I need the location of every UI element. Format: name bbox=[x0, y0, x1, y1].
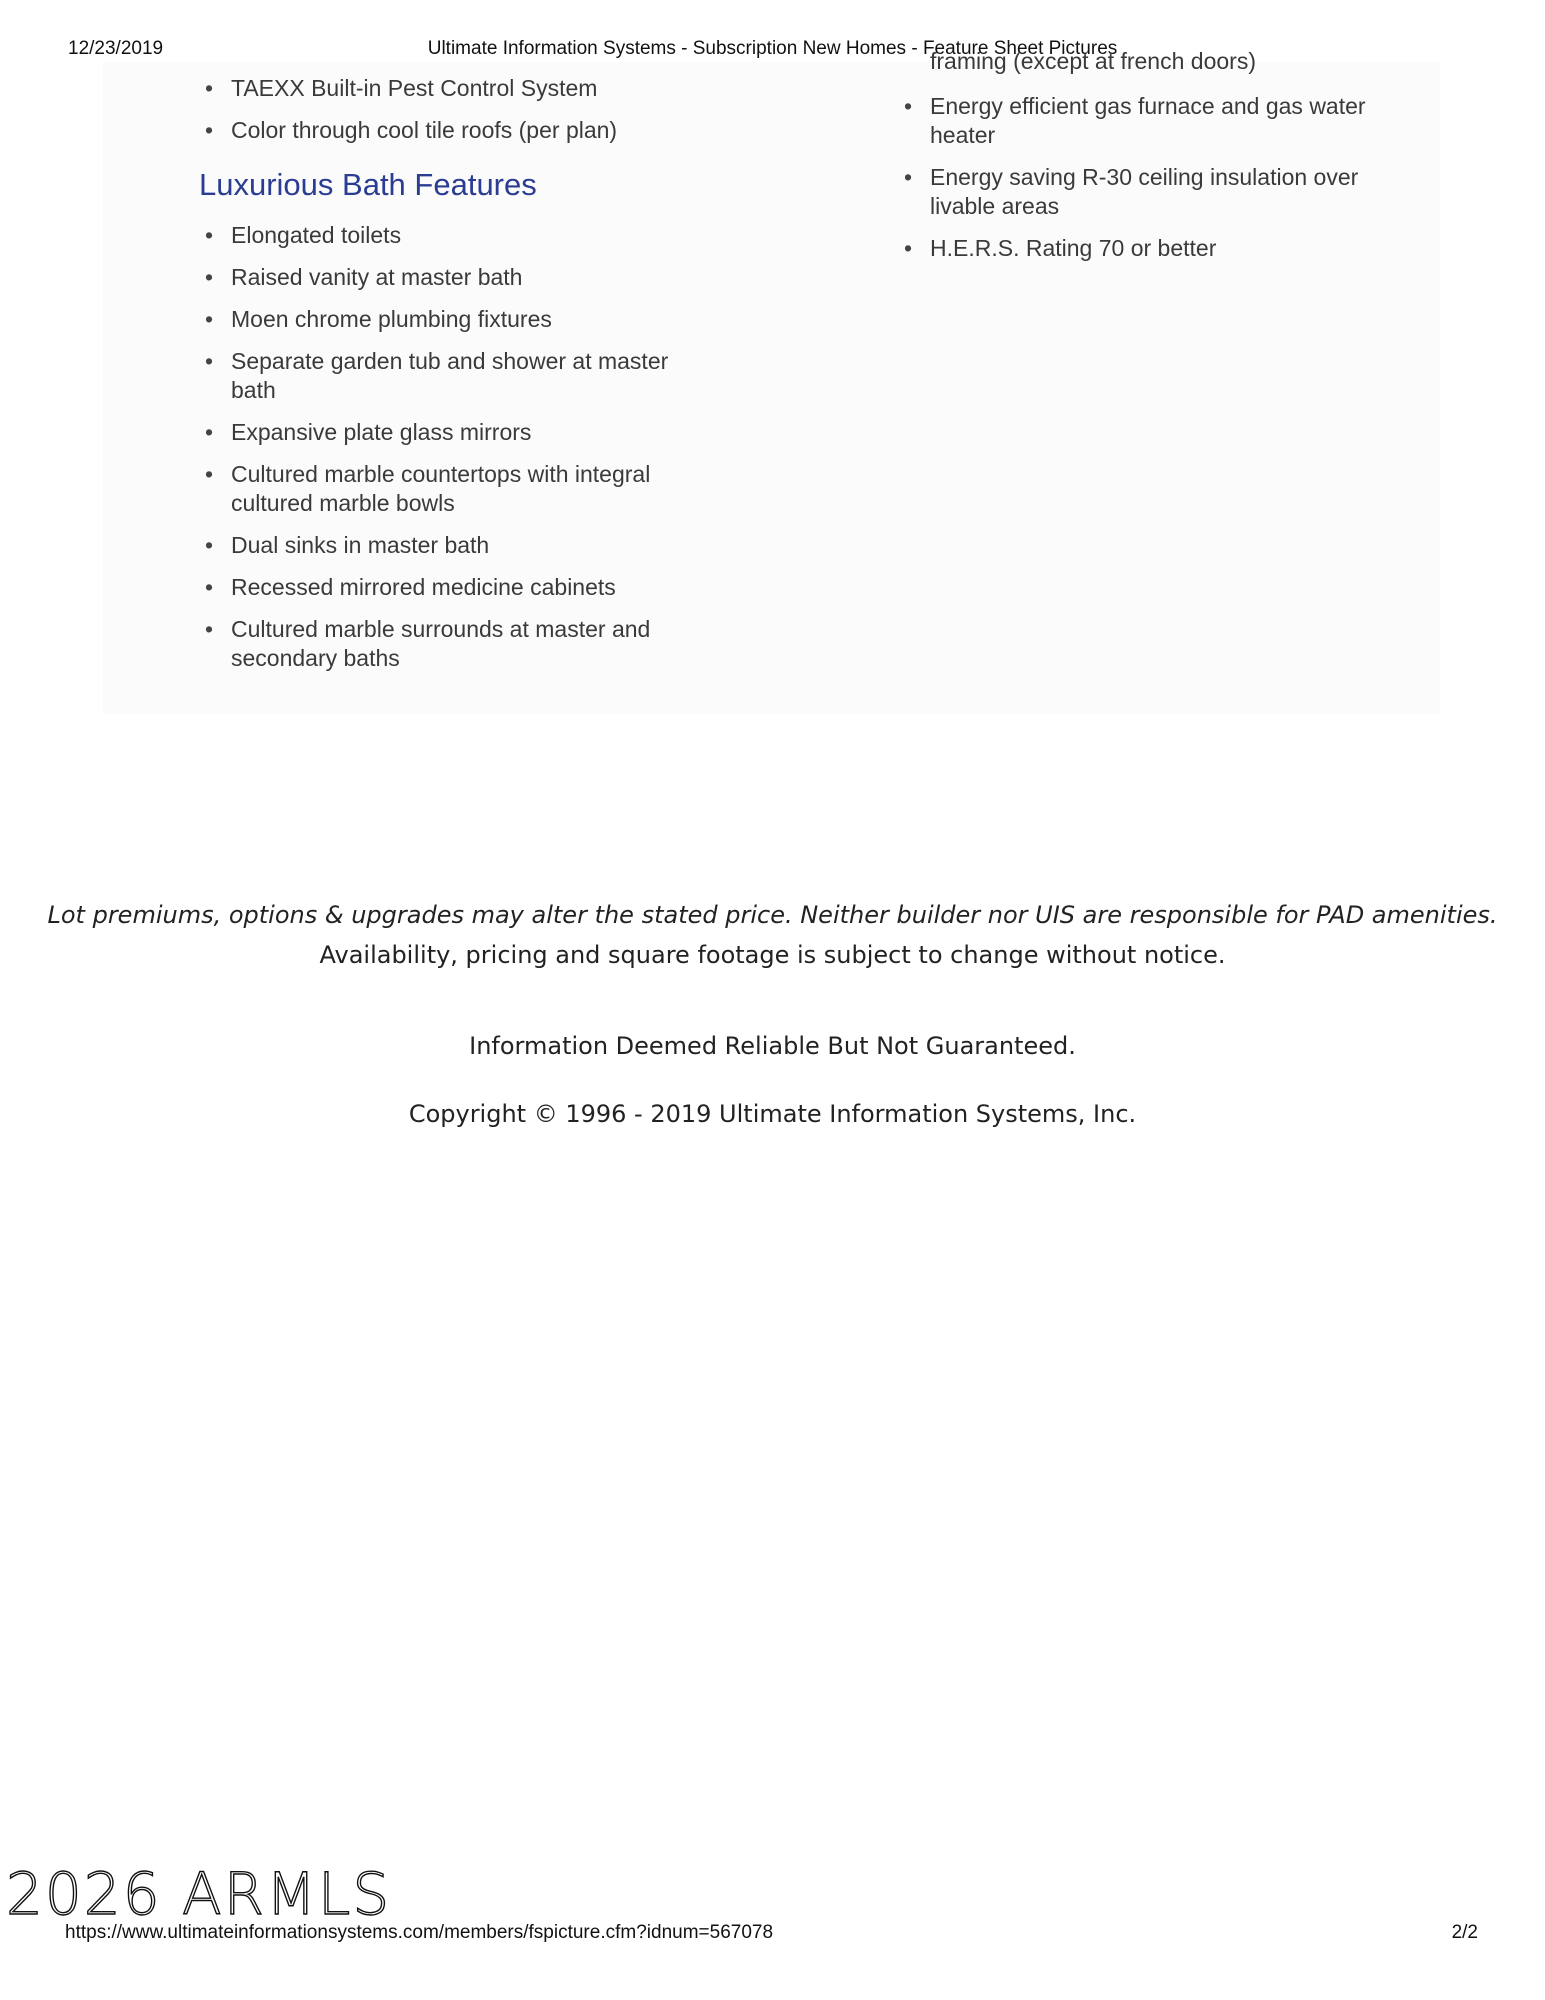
list-item: • Dual sinks in master bath bbox=[199, 531, 719, 560]
copyright-notice: Copyright © 1996 - 2019 Ultimate Information Systems, Inc. bbox=[408, 1100, 1137, 1128]
list-item: • Raised vanity at master bath bbox=[199, 263, 719, 292]
left-column bbox=[199, 62, 719, 686]
list-item: • Moen chrome plumbing fixtures bbox=[199, 305, 719, 334]
page-number: 2/2 bbox=[1451, 1922, 1478, 1943]
list-item: • Color through cool tile roofs (per plan) bbox=[199, 116, 719, 145]
list-item: • Energy saving R-30 ceiling insulation over livable areas bbox=[898, 163, 1418, 221]
right-column bbox=[898, 48, 1418, 276]
list-item: • Energy efficient gas furnace and gas water heater bbox=[898, 92, 1418, 150]
bath-section-title: Luxurious Bath Features bbox=[199, 167, 537, 202]
page-url: https://www.ultimateinformationsystems.com/members/fspicture.cfm?idnum=567078 bbox=[65, 1922, 774, 1943]
page-title: Ultimate Information Systems - Subscription New Homes - Feature Sheet Pictures bbox=[427, 38, 1118, 59]
list-item: • Elongated toilets bbox=[199, 221, 719, 250]
list-item: • Separate garden tub and shower at master bath bbox=[199, 347, 719, 405]
cut-off-line bbox=[930, 48, 1270, 78]
list-item: • H.E.R.S. Rating 70 or better bbox=[898, 234, 1418, 263]
list-item: • Cultured marble countertops with integral cultured marble bowls bbox=[199, 460, 719, 518]
list-item: • Expansive plate glass mirrors bbox=[199, 418, 719, 447]
exterior-feature-list bbox=[199, 74, 719, 145]
bath-feature-list bbox=[199, 221, 719, 673]
print-date: 12/23/2019 bbox=[68, 38, 164, 59]
disclaimer bbox=[0, 895, 1545, 975]
list-item: • Cultured marble surrounds at master and secondary baths bbox=[199, 615, 719, 673]
armls-watermark: 2026 ARMLS bbox=[6, 1860, 392, 1928]
print-header bbox=[0, 38, 1545, 62]
list-item: • Recessed mirrored medicine cabinets bbox=[199, 573, 719, 602]
energy-feature-list bbox=[898, 92, 1418, 263]
disclaimer-regular: Availability, pricing and square footage is subject to change without notice. bbox=[319, 941, 1226, 969]
list-item: • TAEXX Built-in Pest Control System bbox=[199, 74, 719, 103]
reliability-notice: Information Deemed Reliable But Not Guaranteed. bbox=[469, 1032, 1076, 1060]
disclaimer-italic: Lot premiums, options & upgrades may alter the stated price. Neither builder nor UIS are responsible for PAD amenities. bbox=[47, 901, 1498, 929]
cut-off-text: framing (except at french doors) bbox=[930, 48, 1256, 74]
